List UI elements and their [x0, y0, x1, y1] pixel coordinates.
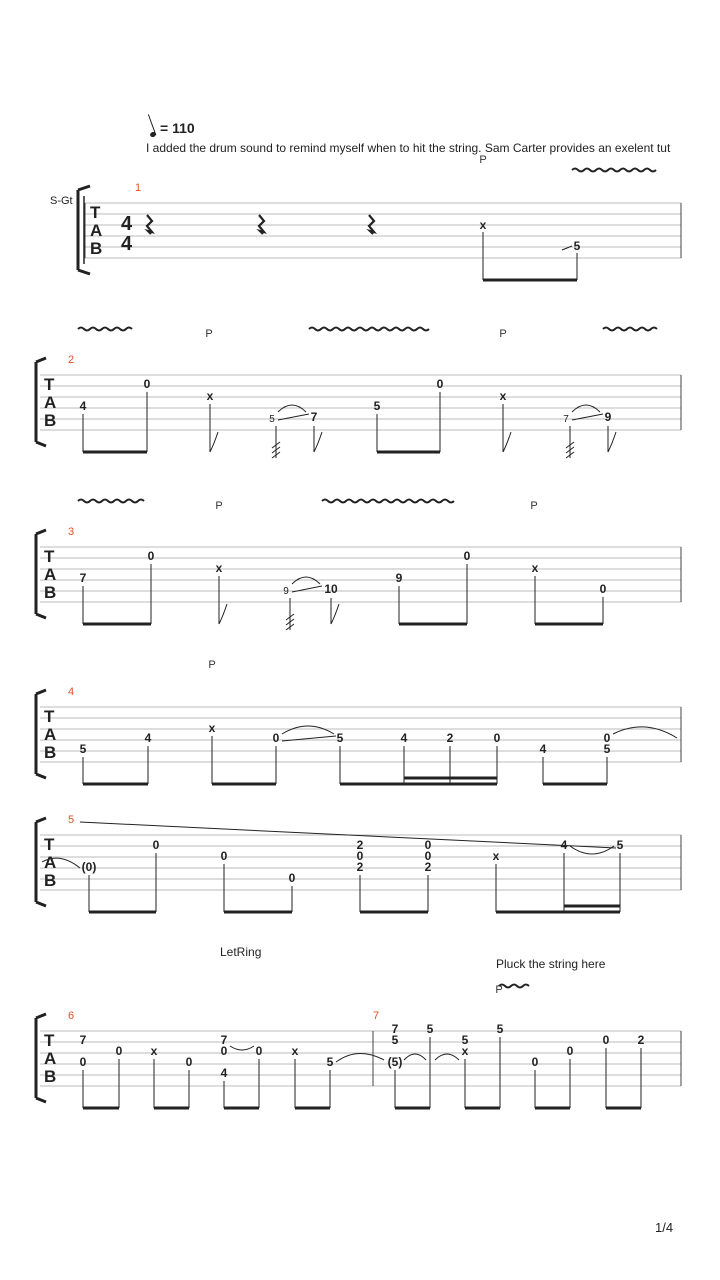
note: 5	[603, 742, 611, 756]
note: 4	[144, 731, 152, 745]
note: 5	[391, 1033, 399, 1047]
tied-note: (0)	[81, 860, 97, 874]
note: 5	[336, 731, 344, 745]
tab-letter-a: A	[44, 725, 57, 744]
note: 0	[566, 1044, 574, 1058]
note: 5	[373, 399, 381, 413]
note: 0	[220, 849, 228, 863]
note: x	[215, 561, 223, 575]
note: 4	[79, 399, 87, 413]
tab-letter-a: A	[44, 565, 57, 584]
measure-number: 5	[68, 814, 75, 826]
measure-number: 7	[373, 1010, 380, 1022]
note: 0	[424, 849, 432, 863]
tab-letter-t: T	[44, 1031, 55, 1050]
note: 5	[573, 239, 581, 253]
tab-letter-a: A	[44, 853, 57, 872]
vibrato-icon	[78, 328, 657, 331]
tab-letter-a: A	[90, 221, 103, 240]
note: x	[206, 389, 214, 403]
note: 2	[637, 1033, 645, 1047]
note: x	[479, 218, 487, 232]
system-4	[36, 659, 681, 784]
tab-letter-t: T	[44, 835, 55, 854]
vibrato-icon	[499, 985, 529, 988]
note: 5	[496, 1022, 504, 1036]
score-comment: I added the drum sound to remind myself when to hit the string. Sam Carter provides an exelent tut	[146, 141, 671, 155]
note: 9	[604, 410, 612, 424]
system-1	[78, 154, 681, 280]
tied-note: (5)	[387, 1055, 403, 1069]
note: 4	[220, 1066, 228, 1080]
note: 0	[220, 1044, 228, 1058]
tab-letter-t: T	[44, 547, 55, 566]
note: 0	[115, 1044, 123, 1058]
grace-note: 5	[269, 414, 275, 425]
palm-mute: P	[208, 659, 216, 671]
note: 0	[152, 838, 160, 852]
tab-letter-a: A	[44, 1049, 57, 1068]
note: 0	[185, 1055, 193, 1069]
note: 7	[79, 1033, 87, 1047]
note: 0	[424, 838, 432, 852]
palm-mute: P	[530, 500, 538, 512]
note: 2	[356, 860, 364, 874]
note: x	[291, 1044, 299, 1058]
note: 2	[446, 731, 454, 745]
track-name: S-Gt	[50, 195, 73, 207]
palm-mute: P	[479, 154, 487, 166]
tab-letter-b: B	[44, 871, 57, 890]
tab-letter-b: B	[44, 1067, 57, 1086]
palm-mute: P	[499, 328, 507, 340]
tab-letter-t: T	[90, 203, 101, 222]
note: 4	[560, 838, 568, 852]
tab-letter-b: B	[90, 239, 103, 258]
note: 10	[324, 582, 338, 596]
tab-letter-b: B	[44, 583, 57, 602]
note: 0	[463, 549, 471, 563]
note: 5	[326, 1055, 334, 1069]
measure-number: 4	[68, 686, 75, 698]
note: 0	[288, 871, 296, 885]
note: 7	[391, 1022, 399, 1036]
measure-number: 1	[135, 182, 142, 194]
tab-letter-b: B	[44, 411, 57, 430]
measure-number: 2	[68, 354, 75, 366]
tab-letter-a: A	[44, 393, 57, 412]
note: 0	[272, 731, 280, 745]
note: 4	[400, 731, 408, 745]
note: 0	[493, 731, 501, 745]
tab-letter-t: T	[44, 707, 55, 726]
note: 4	[539, 742, 547, 756]
note: 5	[426, 1022, 434, 1036]
note: x	[499, 389, 507, 403]
note: x	[492, 849, 500, 863]
note: 5	[461, 1033, 469, 1047]
note: 7	[79, 571, 87, 585]
note: 0	[436, 377, 444, 391]
note: 7	[220, 1033, 228, 1047]
note: 0	[603, 731, 611, 745]
palm-mute: P	[205, 328, 213, 340]
note: 2	[424, 860, 432, 874]
tempo-value: = 110	[160, 120, 195, 136]
note: x	[531, 561, 539, 575]
tab-letter-b: B	[44, 743, 57, 762]
let-ring-label: LetRing	[220, 945, 262, 959]
grace-note: 9	[283, 586, 289, 597]
system-5	[36, 814, 681, 912]
note: 0	[599, 582, 607, 596]
system-6	[36, 984, 681, 1108]
time-signature-top: 4	[121, 213, 133, 235]
note: 0	[356, 849, 364, 863]
note: 0	[143, 377, 151, 391]
note: 0	[79, 1055, 87, 1069]
note: 0	[602, 1033, 610, 1047]
note: 0	[147, 549, 155, 563]
note: 0	[531, 1055, 539, 1069]
note: 9	[395, 571, 403, 585]
note: x	[208, 721, 216, 735]
note: 5	[616, 838, 624, 852]
pluck-instruction: Pluck the string here	[496, 957, 606, 971]
system-2	[36, 328, 681, 459]
measure-number: 3	[68, 526, 75, 538]
grace-note: 7	[563, 414, 569, 425]
note: x	[150, 1044, 158, 1058]
note: 0	[255, 1044, 263, 1058]
note: 2	[356, 838, 364, 852]
note: x	[461, 1044, 469, 1058]
measure-number: 6	[68, 1010, 75, 1022]
system-3	[36, 500, 681, 631]
time-signature-bottom: 4	[121, 233, 133, 255]
vibrato-icon	[78, 500, 454, 503]
note: 5	[79, 742, 87, 756]
palm-mute: P	[215, 500, 223, 512]
note: 7	[310, 410, 318, 424]
palm-mute: P	[495, 984, 503, 996]
vibrato-icon	[572, 169, 656, 172]
page-number: 1/4	[655, 1220, 674, 1235]
tab-letter-t: T	[44, 375, 55, 394]
